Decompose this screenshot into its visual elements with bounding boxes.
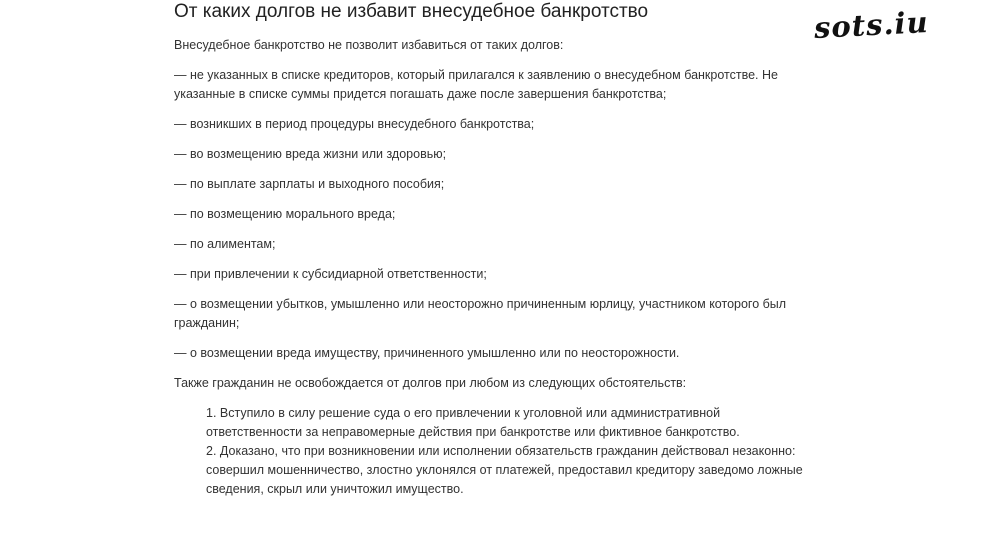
circumstances-list — [206, 404, 814, 499]
circumstances-paragraph: Также гражданин не освобождается от долгов при любом из следующих обстоятельств: — [174, 376, 687, 390]
watermark-logo: sots.iu — [813, 5, 930, 45]
debt-list-item: — о возмещении вреда имуществу, причиненного умышленно или по неосторожности. — [174, 346, 680, 360]
article — [174, 0, 814, 499]
circumstance-item: 2. Доказано, что при возникновении или исполнении обязательств гражданин действовал незаконно: совершил мошенничество, злостно уклонялся от платежей, предоставил кредитору заведомо ложные сведения, скрыл или уничтожил имущество. — [206, 444, 803, 496]
debt-list-item: — по алиментам; — [174, 237, 276, 251]
debt-list-item: — по возмещению морального вреда; — [174, 207, 396, 221]
circumstance-item: 1. Вступило в силу решение суда о его привлечении к уголовной или административной ответственности за неправомерные действия при банкротстве или фиктивное банкротство. — [206, 406, 740, 439]
debt-list-item: — при привлечении к субсидиарной ответственности; — [174, 267, 487, 281]
debt-list-item: — по выплате зарплаты и выходного пособия; — [174, 177, 445, 191]
debt-list-item: — о возмещении убытков, умышленно или неосторожно причиненным юрлицу, участником которого был гражданин; — [174, 297, 787, 330]
debt-list-item: — возникших в период процедуры внесудебного банкротства; — [174, 117, 535, 131]
debt-list-item: — во возмещению вреда жизни или здоровью; — [174, 147, 447, 161]
debt-list-item: — не указанных в списке кредиторов, который прилагался к заявлению о внесудебном банкротстве. Не указанные в списке суммы придется погашать даже после завершения банкротства; — [174, 68, 778, 101]
article-title: От каких долгов не избавит внесудебное банкротство — [174, 1, 649, 22]
intro-paragraph: Внесудебное банкротство не позволит избавиться от таких долгов: — [174, 38, 564, 52]
